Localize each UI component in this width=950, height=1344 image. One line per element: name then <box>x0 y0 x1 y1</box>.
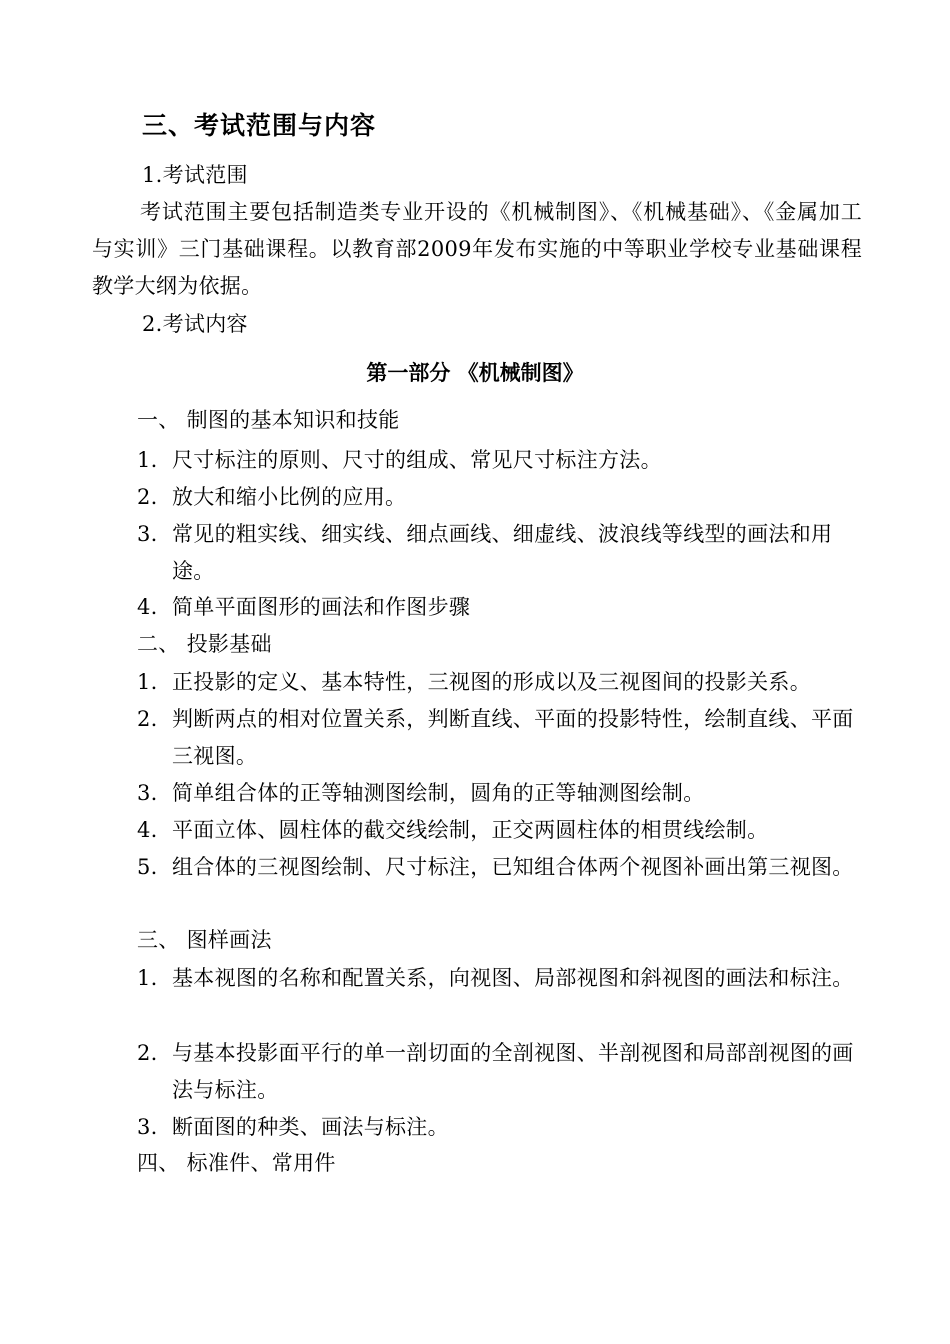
list-item <box>137 775 867 812</box>
list-item <box>137 849 867 886</box>
item-number: 2. <box>137 485 158 509</box>
item-text: 基本视图的名称和配置关系，向视图、局部视图和斜视图的画法和标注。 <box>172 966 854 990</box>
item-text: 放大和缩小比例的应用。 <box>172 485 407 509</box>
item-number: 5. <box>137 855 158 879</box>
section-title: 四、 标准件、常用件 <box>137 1151 336 1175</box>
item-number: 2. <box>137 1041 158 1065</box>
list-item <box>137 589 867 626</box>
list-item <box>137 442 867 479</box>
item-text: 简单组合体的正等轴测图绘制，圆角的正等轴测图绘制。 <box>172 781 705 805</box>
list-item <box>137 1109 867 1146</box>
scope-paragraph: 考试范围主要包括制造类专业开设的《机械制图》、《机械基础》、《金属加工与实训》三门基础课程。以教育部2009年发布实施的中等职业学校专业基础课程教学大纲为依据。 <box>92 200 862 298</box>
item-text: 组合体的三视图绘制、尺寸标注，已知组合体两个视图补画出第三视图。 <box>172 855 854 879</box>
item-text: 平面立体、圆柱体的截交线绘制，正交两圆柱体的相贯线绘制。 <box>172 818 769 842</box>
section-title: 二、 投影基础 <box>137 632 272 656</box>
scope-label: 1.考试范围 <box>142 163 248 187</box>
item-number: 1. <box>137 966 158 990</box>
item-number: 4. <box>137 595 158 619</box>
item-text: 简单平面图形的画法和作图步骤 <box>172 595 471 619</box>
item-number: 1. <box>137 670 158 694</box>
item-number: 1. <box>137 448 158 472</box>
content-label: 2.考试内容 <box>142 312 248 336</box>
list-item <box>137 960 867 997</box>
item-text: 正投影的定义、基本特性，三视图的形成以及三视图间的投影关系。 <box>172 670 811 694</box>
item-number: 3. <box>137 1115 158 1139</box>
item-number: 4. <box>137 818 158 842</box>
section-heading: 三、考试范围与内容 <box>142 111 377 140</box>
list-item <box>137 516 867 590</box>
list-item <box>137 701 867 775</box>
item-text: 判断两点的相对位置关系，判断直线、平面的投影特性，绘制直线、平面三视图。 <box>172 707 854 768</box>
item-number: 3. <box>137 522 158 546</box>
item-text: 断面图的种类、画法与标注。 <box>172 1115 449 1139</box>
item-text: 与基本投影面平行的单一剖切面的全剖视图、半剖视图和局部剖视图的画法与标注。 <box>172 1041 854 1102</box>
list-item <box>137 479 867 516</box>
part-title: 第一部分 《机械制图》 <box>366 361 584 385</box>
item-text: 尺寸标注的原则、尺寸的组成、常见尺寸标注方法。 <box>172 448 662 472</box>
item-text: 常见的粗实线、细实线、细点画线、细虚线、波浪线等线型的画法和用途。 <box>172 522 833 583</box>
section-title: 三、 图样画法 <box>137 928 272 952</box>
item-number: 3. <box>137 781 158 805</box>
list-item <box>137 812 867 849</box>
list-item <box>137 664 867 701</box>
item-number: 2. <box>137 707 158 731</box>
list-item <box>137 1035 867 1109</box>
section-title: 一、 制图的基本知识和技能 <box>137 408 400 432</box>
